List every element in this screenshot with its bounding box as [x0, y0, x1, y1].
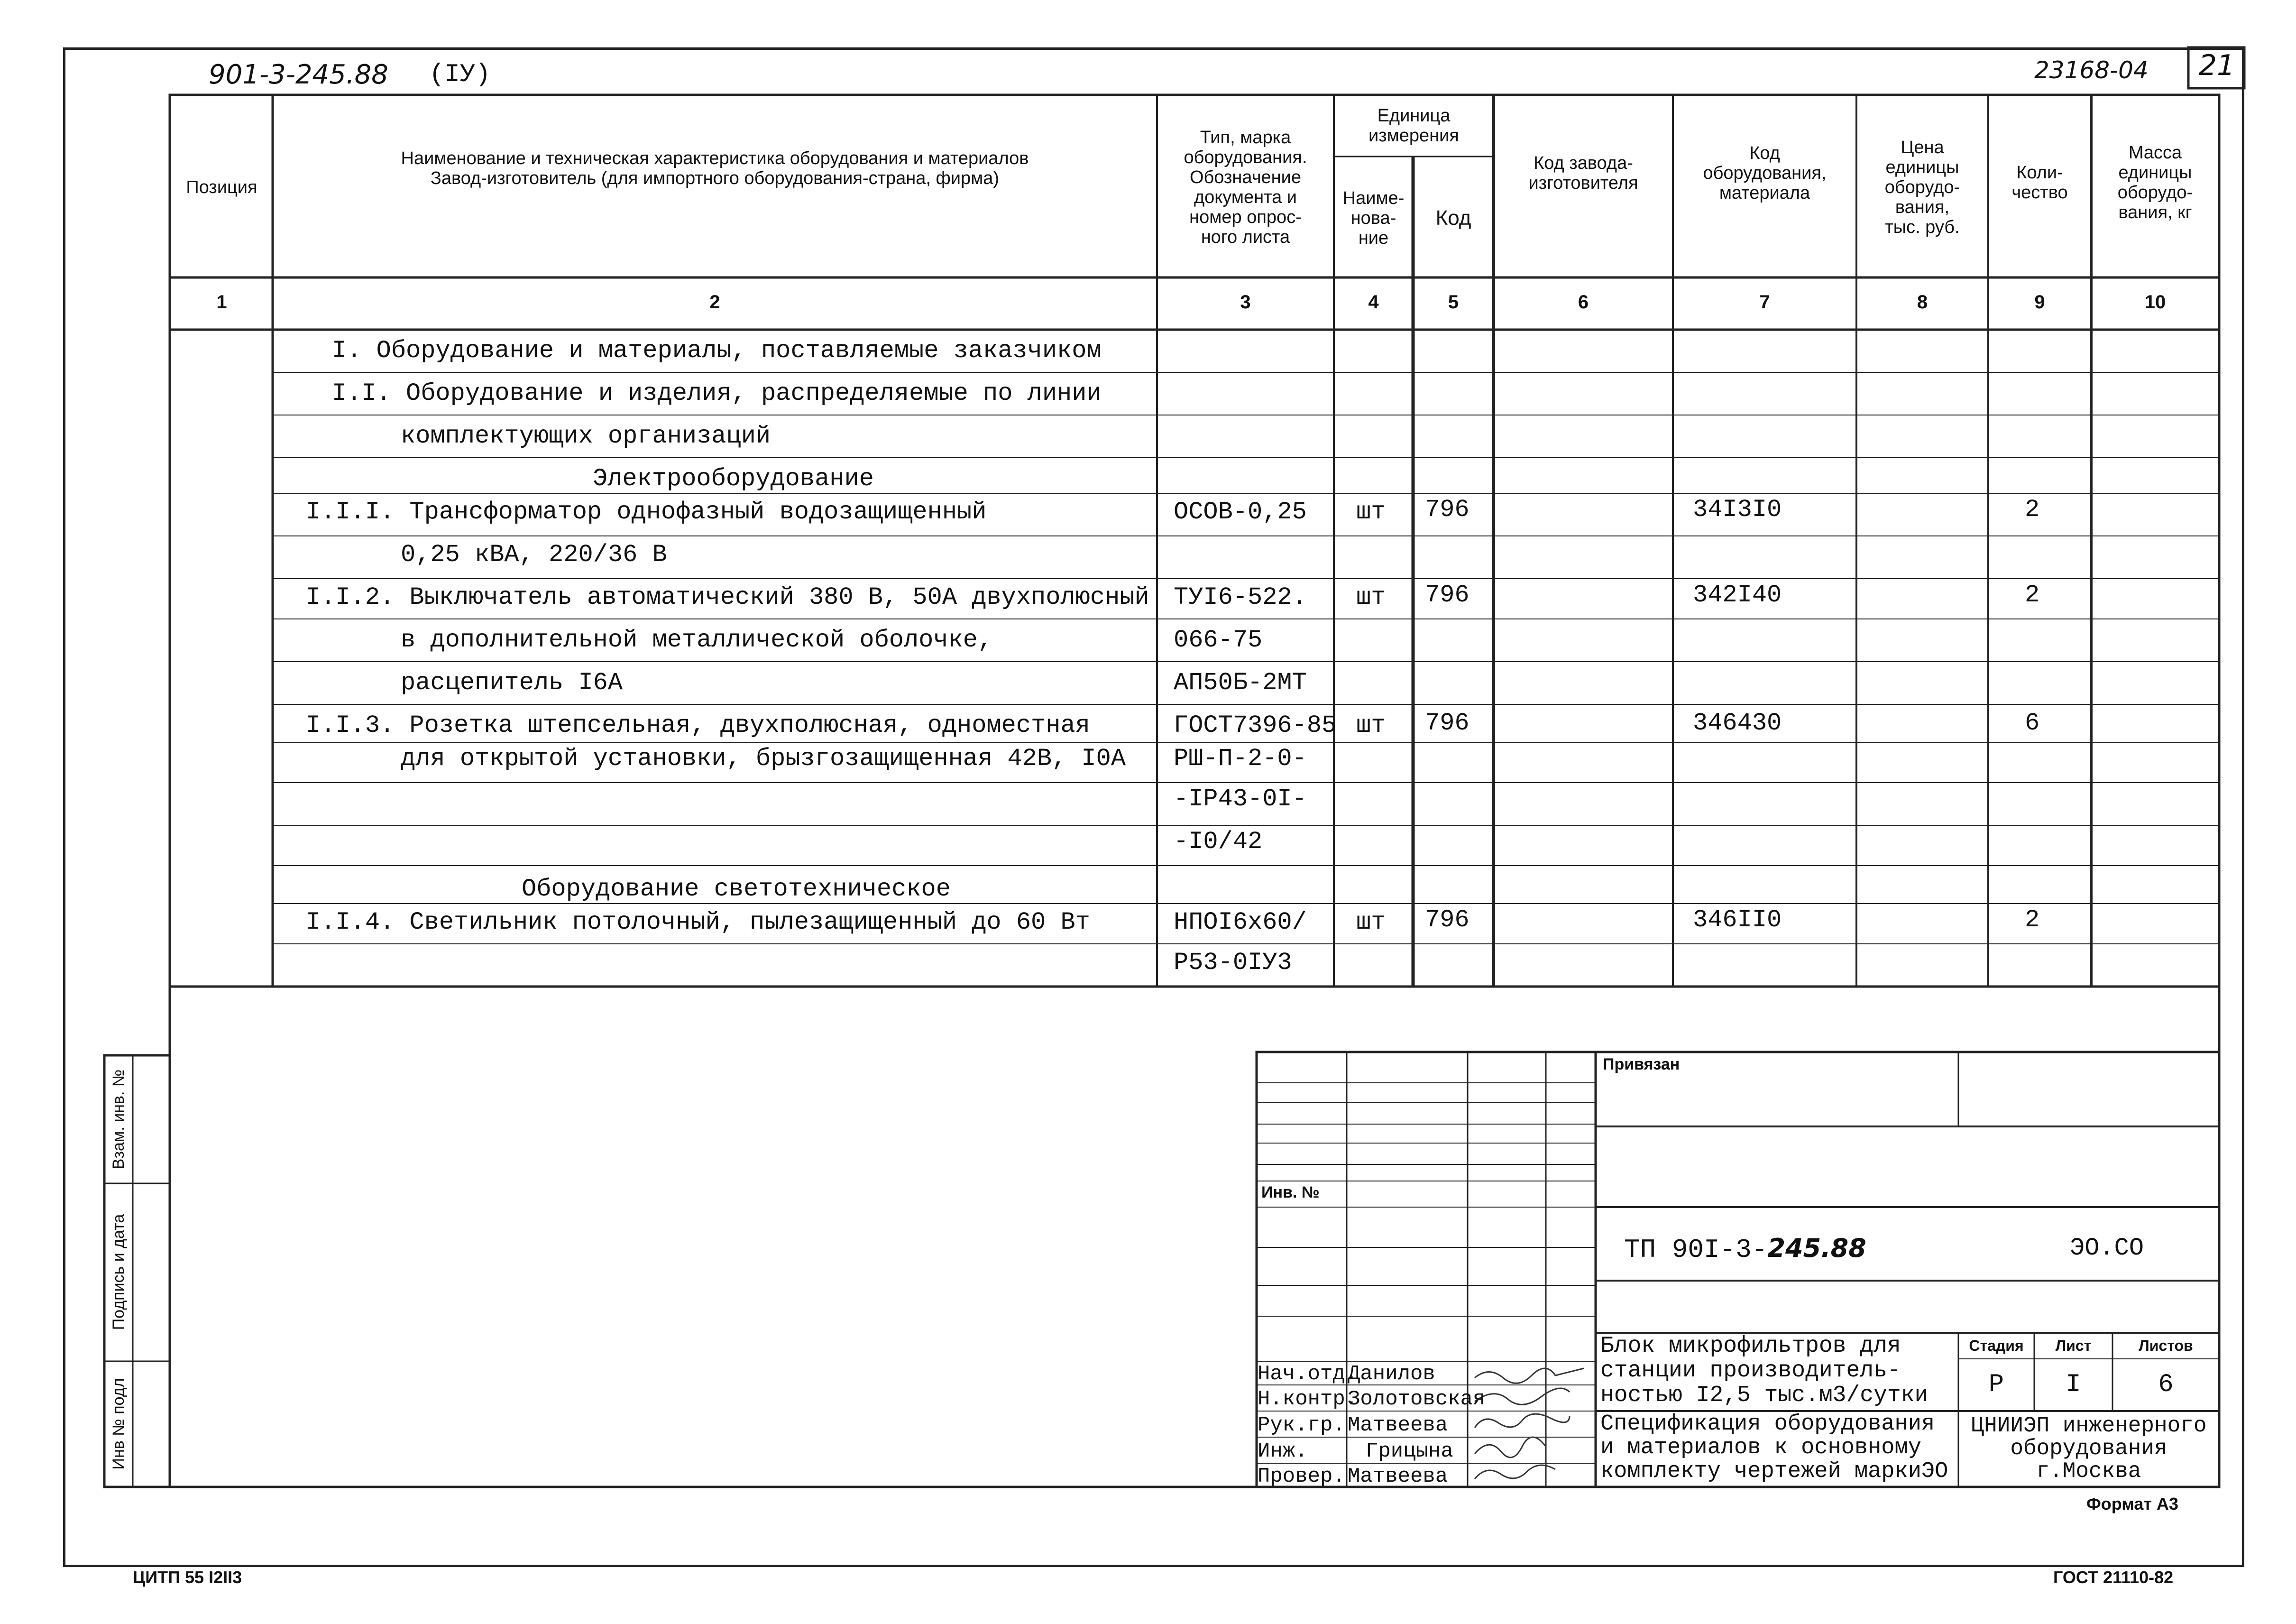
stamp-stage: Р	[1988, 1370, 2004, 1399]
row-name-5: 0,25 кВА, 220/36 В	[401, 541, 667, 569]
stamp-sheet: I	[2066, 1370, 2081, 1399]
row-equip-code-4: 34I3I0	[1693, 496, 1782, 524]
stamp-inv-no: Инв. №	[1261, 1183, 1320, 1201]
side-label-inv-podl: Инв № подл	[110, 1378, 128, 1470]
side-label-vzam: Взам. инв. №	[110, 1069, 128, 1170]
order-number: 23168-04	[2034, 56, 2149, 84]
col-header-name: Наименование и техническая характеристика оборудования и материалов Завод-изготовитель (для импортного оборудования-страна, фирма)	[401, 148, 1029, 188]
row-name-6: I.I.2. Выключатель автоматический 380 В, 50А двухполюсный	[306, 583, 1149, 611]
stamp-title-2: Спецификация оборудования и материалов к основному комплекту чертежей маркиЭО	[1600, 1412, 1948, 1484]
col-num-6: 6	[1578, 292, 1589, 313]
staff-role-3: Инж.	[1258, 1439, 1308, 1463]
gost-label: ГОСТ 21110-82	[2053, 1568, 2174, 1587]
doc-part: (IУ)	[429, 60, 491, 89]
designation-prefix: ТП 90I-3-	[1624, 1235, 1768, 1265]
col-header-type: Тип, марка оборудования. Обозначение документа и номер опрос- ного листа	[1184, 128, 1307, 247]
col-header-unit-group: Единица измерения	[1368, 106, 1459, 146]
col-num-8: 8	[1917, 292, 1928, 313]
col-header-position: Позиция	[186, 177, 257, 197]
row-name-14: I.I.4. Светильник потолочный, пылезащищенный до 60 Вт	[306, 908, 1090, 936]
staff-role-1: Н.контр.	[1258, 1387, 1358, 1411]
row-unit-code-14: 796	[1425, 906, 1469, 934]
sheet-number-corner: 21	[2198, 49, 2235, 82]
row-type-15: Р53-0IУ3	[1174, 949, 1292, 977]
col-header-unit-code: Код	[1435, 206, 1471, 230]
col-num-5: 5	[1448, 292, 1459, 313]
col-num-9: 9	[2034, 292, 2045, 313]
col-num-1: 1	[216, 292, 227, 313]
row-type-11: -IP43-0I-	[1174, 785, 1307, 813]
row-unit-14: шт	[1356, 908, 1386, 936]
staff-name-4: Матвеева	[1348, 1465, 1448, 1488]
col-header-quantity: Коли- чество	[2011, 163, 2068, 203]
stamp-sheet-label: Лист	[2055, 1337, 2092, 1354]
row-unit-code-6: 796	[1425, 581, 1469, 609]
row-name-10: для открытой установки, брызгозащищенная 42В, I0А	[401, 745, 1126, 773]
row-type-14: НПОI6х60/	[1174, 908, 1307, 936]
row-type-6: ТУI6-522.	[1174, 583, 1307, 611]
staff-role-4: Провер.	[1258, 1465, 1345, 1488]
col-header-price: Цена единицы оборудо- вания, тыс. руб.	[1884, 138, 1960, 237]
row-name-13: Оборудование светотехническое	[522, 875, 951, 903]
col-header-equip-code: Код оборудования, материала	[1703, 143, 1827, 203]
stamp-title-1: Блок микрофильтров для станции производитель- ностью I2,5 тыс.м3/сутки	[1600, 1333, 1929, 1408]
col-num-7: 7	[1759, 292, 1770, 313]
row-qty-4: 2	[2025, 496, 2040, 524]
stamp-sheets-label: Листов	[2139, 1337, 2193, 1354]
col-header-unit-name: Наиме- нова- ние	[1342, 188, 1405, 248]
row-unit-code-4: 796	[1425, 496, 1469, 524]
row-type-10: РШ-П-2-0-	[1174, 745, 1307, 773]
col-num-2: 2	[709, 292, 720, 313]
row-name-7: в дополнительной металлической оболочке,	[401, 626, 993, 654]
row-type-7: 066-75	[1174, 626, 1263, 654]
row-qty-6: 2	[2025, 581, 2040, 609]
row-unit-6: шт	[1356, 583, 1386, 611]
row-name-3: Электрооборудование	[593, 465, 874, 493]
col-header-factory-code: Код завода- изготовителя	[1528, 153, 1638, 193]
row-name-4: I.I.I. Трансформатор однофазный водозащищенный	[306, 498, 987, 526]
side-label-podpis: Подпись и дата	[110, 1214, 128, 1330]
designation-hand: 245.88	[1767, 1233, 1866, 1263]
row-type-8: АП50Б-2МТ	[1174, 669, 1307, 697]
staff-role-0: Нач.отд.	[1258, 1362, 1358, 1386]
doc-code: 901-3-245.88	[209, 59, 388, 90]
row-name-1: I.I. Оборудование и изделия, распределяемые по линии	[332, 379, 1102, 407]
staff-name-1: Золотовская	[1348, 1387, 1486, 1411]
staff-name-2: Матвеева	[1348, 1413, 1448, 1437]
row-name-2: комплектующих организаций	[401, 422, 771, 450]
row-name-9: I.I.3. Розетка штепсельная, двухполюсная, одноместная	[306, 711, 1090, 739]
row-qty-14: 2	[2025, 906, 2040, 934]
stamp-stage-label: Стадия	[1969, 1337, 2024, 1354]
row-qty-9: 6	[2025, 709, 2040, 737]
stamp-sheets: 6	[2158, 1370, 2174, 1399]
row-type-12: -I0/42	[1174, 828, 1263, 856]
row-name-0: I. Оборудование и материалы, поставляемые заказчиком	[332, 337, 1102, 365]
stamp-designation	[1624, 1233, 1866, 1265]
row-unit-code-9: 796	[1425, 709, 1469, 737]
col-header-mass: Масса единицы оборудо- вания, кг	[2117, 143, 2193, 222]
col-num-10: 10	[2144, 292, 2166, 313]
staff-role-2: Рук.гр.	[1258, 1413, 1345, 1437]
stamp-org: ЦНИИЭП инженерного оборудования г.Москва	[1971, 1413, 2207, 1484]
row-unit-9: шт	[1356, 711, 1386, 739]
format-label: Формат А3	[2086, 1494, 2179, 1513]
row-equip-code-9: 346430	[1693, 709, 1782, 737]
stamp-mark: ЭО.СО	[2070, 1234, 2144, 1262]
col-num-3: 3	[1240, 292, 1251, 313]
row-type-9: ГОСТ7396-85	[1174, 711, 1337, 739]
row-equip-code-6: 342I40	[1693, 581, 1782, 609]
row-name-8: расцепитель I6A	[401, 669, 623, 697]
citp-label: ЦИТП 55 I2II3	[133, 1568, 242, 1587]
staff-name-0: Данилов	[1348, 1362, 1435, 1386]
row-unit-4: шт	[1356, 498, 1386, 526]
stamp-privyazan: Привязан	[1603, 1055, 1680, 1073]
col-num-4: 4	[1368, 292, 1379, 313]
row-equip-code-14: 346II0	[1693, 906, 1782, 934]
row-type-4: ОСОВ-0,25	[1174, 498, 1307, 526]
staff-name-3: Грицына	[1366, 1439, 1453, 1463]
